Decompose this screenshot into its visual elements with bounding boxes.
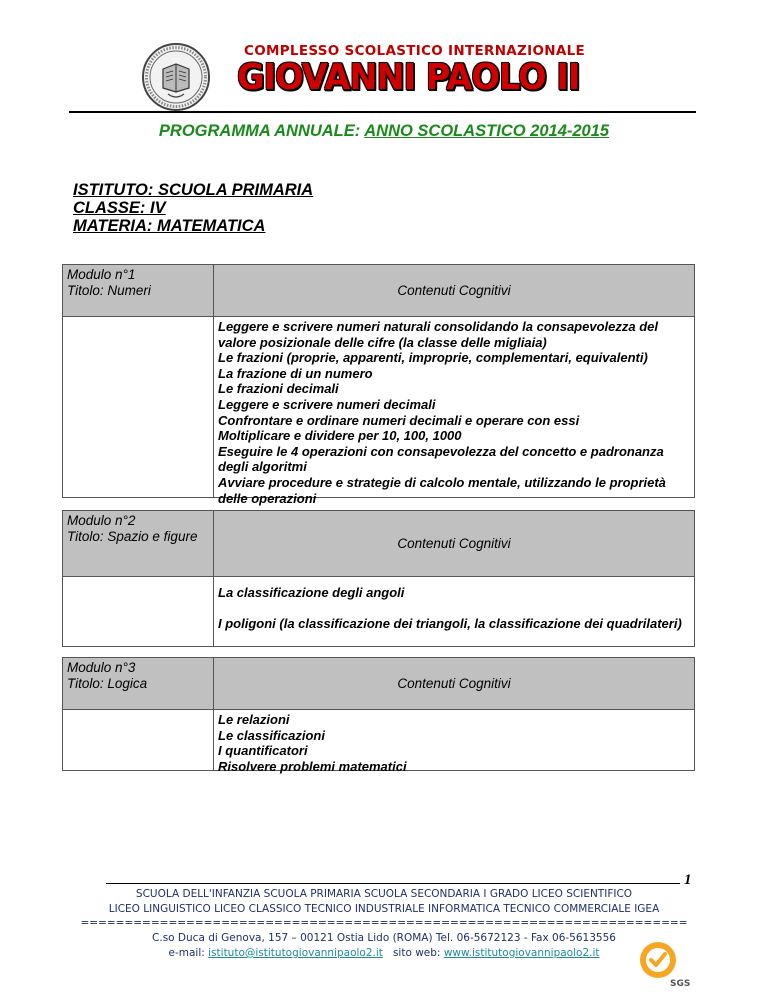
module-title: Titolo: Spazio e figure	[67, 529, 198, 544]
content-item: Moltiplicare e dividere per 10, 100, 1000	[218, 428, 462, 444]
school-subtitle: COMPLESSO SCOLASTICO INTERNAZIONALE	[244, 43, 585, 59]
content-header: Contenuti Cognitivi	[397, 676, 511, 691]
content-item: Le frazioni decimali	[218, 381, 339, 397]
sgs-certification-icon	[632, 936, 691, 989]
content-list	[214, 317, 694, 506]
content-item: Risolvere problemi matematici	[218, 758, 407, 774]
footer-schools-line2: LICEO LINGUISTICO LICEO CLASSICO TECNICO INDUSTRIALE INFORMATICA TECNICO COMMERCIALE IGEA	[108, 903, 660, 915]
web-label: sito web:	[392, 947, 441, 959]
content-item: La frazione di un numero	[218, 365, 373, 381]
module-header-row	[63, 265, 694, 317]
module-title: Titolo: Logica	[67, 676, 148, 691]
content-item: Confrontare e ordinare numeri decimali e operare con essi	[218, 412, 580, 428]
module-info	[63, 265, 214, 316]
classe-label: CLASSE: IV	[73, 199, 166, 217]
email-link[interactable]: istituto@istitutogiovannipaolo2.it	[208, 947, 383, 959]
page-number: 1	[684, 872, 692, 888]
empty-cell	[63, 577, 214, 646]
module-header-row	[63, 511, 694, 577]
istituto-label: ISTITUTO: SCUOLA PRIMARIA	[73, 181, 314, 199]
content-item: Eseguire le 4 operazioni con consapevolezza del concetto e padronanza degli algoritmi	[218, 443, 664, 475]
content-item: Leggere e scrivere numeri decimali	[218, 396, 436, 412]
content-item: Avviare procedure e strategie di calcolo mentale, utilizzando le proprietà delle operazioni	[218, 474, 666, 506]
school-name: GIOVANNI PAOLO II	[237, 57, 580, 98]
program-year: ANNO SCOLASTICO 2014-2015	[364, 122, 610, 140]
module-info	[63, 658, 214, 709]
footer-address: C.so Duca di Genova, 157 – 00121 Ostia Lido (ROMA) Tel. 06-5672123 - Fax 06-5613556	[152, 932, 616, 944]
letterhead	[0, 0, 768, 120]
program-label: PROGRAMMA ANNUALE:	[158, 122, 361, 140]
header-divider	[69, 111, 696, 113]
module-content-row	[63, 317, 694, 506]
content-item: Le frazioni (proprie, apparenti, improprie, complementari, equivalenti)	[218, 350, 648, 366]
content-item: Leggere e scrivere numeri naturali consolidando la consapevolezza del valore posizionale delle cifre (la classe delle migliaia)	[218, 319, 658, 350]
website-link[interactable]: www.istitutogiovannipaolo2.it	[443, 947, 600, 959]
module-number: Modulo n°1	[67, 267, 136, 282]
module-title: Titolo: Numeri	[67, 283, 151, 298]
materia-label: MATERIA: MATEMATICA	[73, 217, 266, 235]
empty-cell	[63, 317, 214, 497]
school-seal-icon	[141, 42, 211, 112]
module-header-row	[63, 658, 694, 710]
content-list	[214, 577, 694, 646]
content-header: Contenuti Cognitivi	[397, 283, 511, 298]
email-label: e-mail:	[168, 947, 205, 959]
module-table-1	[62, 264, 695, 506]
module-number: Modulo n°2	[67, 513, 136, 528]
empty-cell	[63, 710, 214, 770]
program-title	[0, 122, 768, 141]
module-info	[63, 511, 214, 576]
module-content-row	[63, 710, 694, 774]
footer-schools-line1: SCUOLA DELL'INFANZIA SCUOLA PRIMARIA SCUOLA SECONDARIA I GRADO LICEO SCIENTIFICO	[135, 888, 633, 900]
module-number: Modulo n°3	[67, 660, 136, 675]
content-item: I poligoni (la classificazione dei triangoli, la classificazione dei quadrilateri)	[218, 615, 682, 631]
module-content-row	[63, 577, 694, 646]
module-table-3	[62, 657, 695, 774]
content-item: I quantificatori	[218, 743, 308, 759]
content-item: La classificazione degli angoli	[218, 585, 405, 600]
content-list	[214, 710, 694, 774]
badge-text: SGS	[670, 979, 691, 989]
footer-separator: =====================================================================	[80, 917, 688, 929]
module-table-2	[62, 510, 695, 647]
footer-divider	[106, 883, 680, 884]
content-item: Le classificazioni	[218, 727, 325, 743]
content-item: Le relazioni	[218, 712, 290, 727]
content-header: Contenuti Cognitivi	[397, 536, 511, 551]
